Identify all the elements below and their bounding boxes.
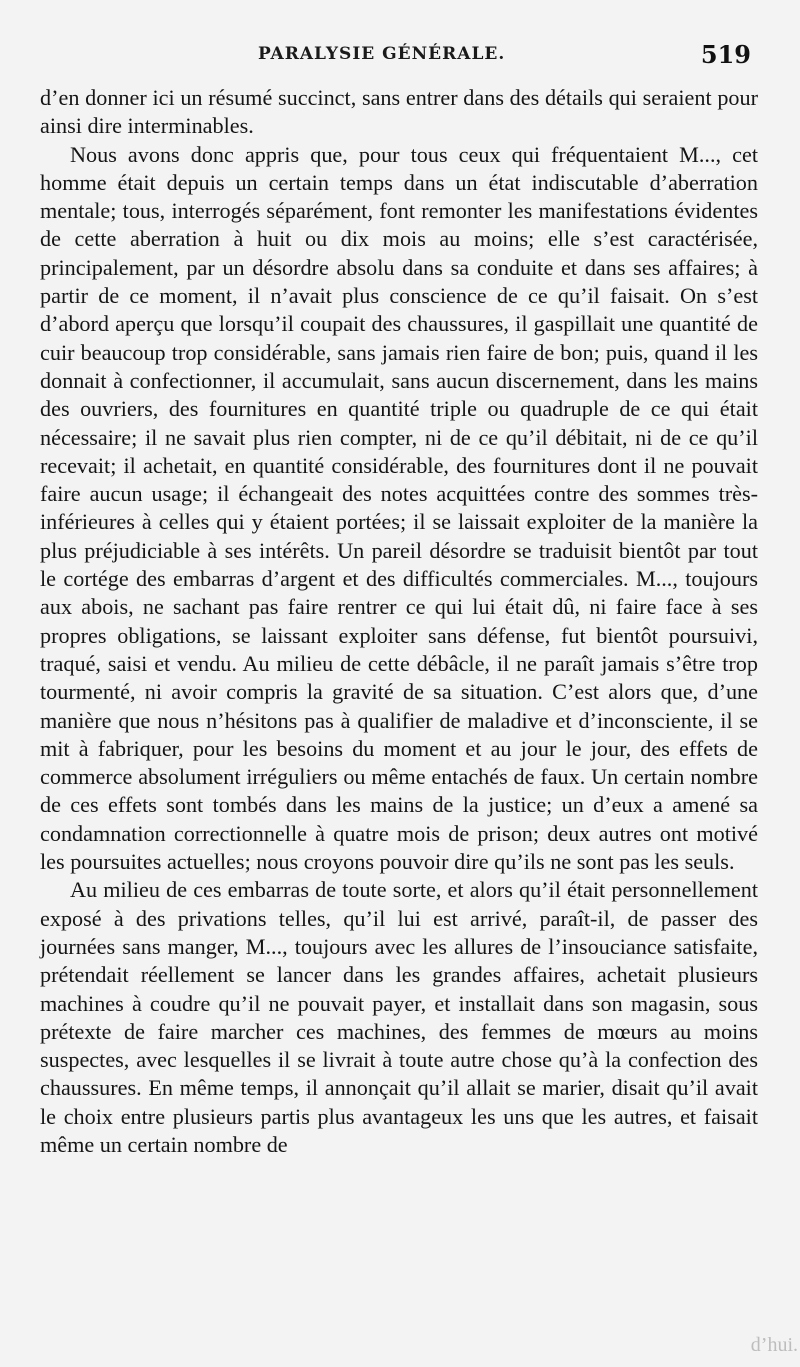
bleed-through-text: d’hui. <box>750 1334 798 1356</box>
paragraph-continuation: d’en donner ici un résumé succinct, sans entrer dans des détails qui seraient pour ainsi dire interminables. <box>40 85 758 139</box>
running-head: PARALYSIE GÉNÉRALE. <box>258 44 506 64</box>
body-text <box>40 84 758 1159</box>
page-header <box>40 40 755 80</box>
page-number: 519 <box>700 40 751 69</box>
paragraph-embarrassments: Au milieu de ces embarras de toute sorte, et alors qu’il était personnellement exposé à des privations telles, qu’il lui est arrivé, paraît-il, de passer des journées sans manger, M..., toujours avec les allures de l’insouciance satisfaite, prétendait réellement se lancer dans les grandes affaires, achetait plusieurs machines à coudre qu’il ne pouvait payer, et installait dans son magasin, sous prétexte de faire marcher ces machines, des femmes de mœurs au moins suspectes, avec lesquelles il se livrait à toute autre chose qu’à la confection des chaussures. En même temps, il annonçait qu’il allait se marier, disait qu’il avait le choix entre plusieurs partis plus avantageux les uns que les autres, et faisait même un certain nombre de <box>40 877 758 1157</box>
paragraph-case-history: Nous avons donc appris que, pour tous ceux qui fréquentaient M..., cet homme était depuis un certain temps dans un état indiscutable d’aberration mentale; tous, interrogés séparément, font remonter les manifestations évidentes de cette aberration à huit ou dix mois au moins; elle s’est caractérisée, principalement, par un désordre absolu dans sa conduite et dans ses affaires; à partir de ce moment, il n’avait plus conscience de ce qu’il faisait. On s’est d’abord aperçu que lorsqu’il coupait des chaussures, il gaspillait une quantité de cuir beaucoup trop considérable, sans jamais rien faire de bon; puis, quand il les donnait à confectionner, il accumulait, sans aucun discernement, dans les mains des ouvriers, des fournitures en quantité triple ou quadruple de ce qui était nécessaire; il ne savait plus rien compter, ni de ce qu’il débitait, ni de ce qu’il recevait; il achetait, en quantité considérable, des fournitures dont il ne pouvait faire aucun usage; il échangeait des notes acquittées contre des sommes très-inférieures à celles qui y étaient portées; il se laissait exploiter de la manière la plus préjudiciable à ses intérêts. Un pareil désordre se traduisit bientôt par tout le cortége des embarras d’argent et des difficultés commerciales. M..., toujours aux abois, ne sachant pas faire rentrer ce qui lui était dû, ni faire face à ses propres obligations, se laissant exploiter sans défense, fut bientôt poursuivi, traqué, saisi et vendu. Au milieu de cette débâcle, il ne paraît jamais s’être trop tourmenté, ni avoir compris la gravité de sa situation. C’est alors que, d’une manière que nous n’hésitons pas à qualifier de maladive et d’inconsciente, il se mit à fabriquer, pour les besoins du moment et au jour le jour, des effets de commerce absolument irréguliers ou même entachés de faux. Un certain nombre de ces effets sont tombés dans les mains de la justice; un d’eux a amené sa condamnation correctionnelle à quatre mois de prison; deux autres ont motivé les poursuites actuelles; nous croyons pouvoir dire qu’ils ne sont pas les seuls. <box>40 141 758 875</box>
